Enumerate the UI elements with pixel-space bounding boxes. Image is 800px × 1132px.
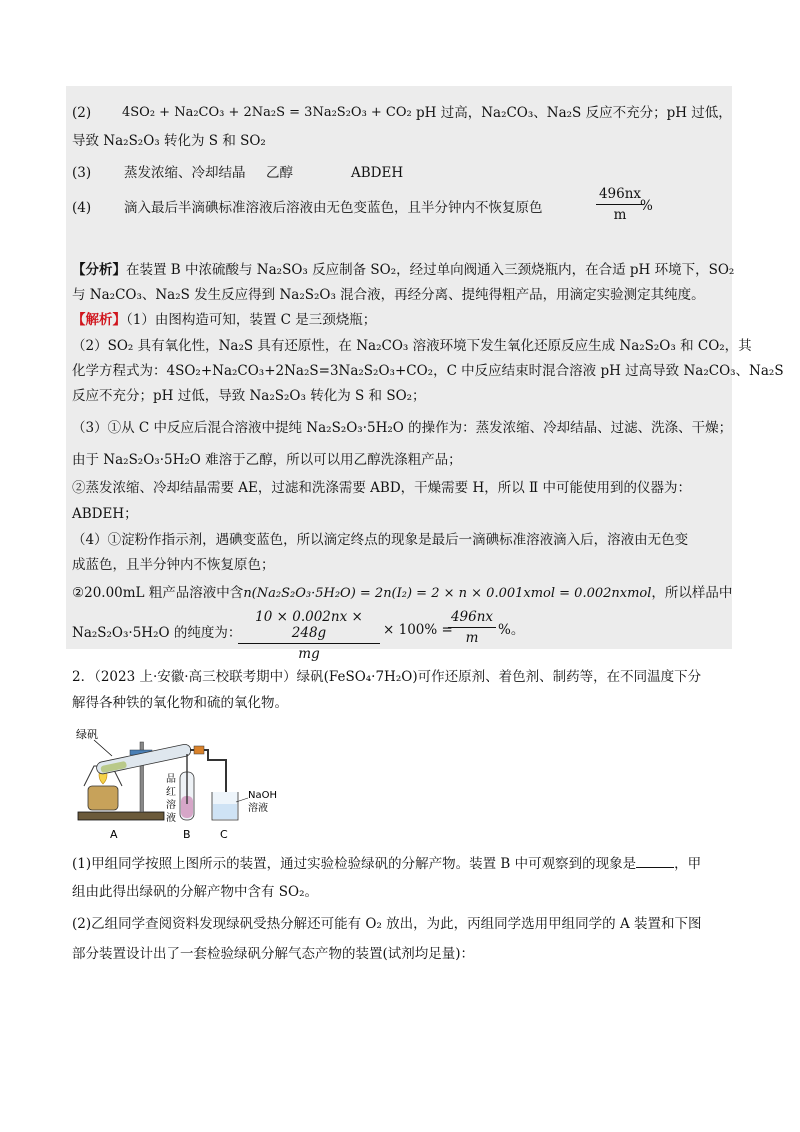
question-2-2-line-2: 部分装置设计出了一套检验绿矾分解气态产物的装置(试剂均足量)： (72, 946, 475, 962)
purity-fraction (238, 609, 380, 662)
solution-line-2a: （2）SO₂ 具有氧化性，Na₂S 具有还原性，在 Na₂CO₃ 溶液环境下发生氧化还原反应生成 Na₂S₂O₃ 和 CO₂，其 (72, 338, 752, 354)
answer-2-text-1: pH 过高，Na₂CO₃、Na₂S 反应不充分；pH 过低， (416, 105, 732, 121)
solution-4c-suffix: ，所以样品中 (651, 585, 733, 601)
solution-line-3b: 由于 Na₂S₂O₃·5H₂O 难溶于乙醇，所以可以用乙醇洗涤粗产品； (72, 452, 462, 468)
solution-4c-formula: n(Na₂S₂O₃·5H₂O) = 2n(I₂) = 2 × n × 0.001xmol = 0.002nxmol (243, 586, 652, 601)
answer-4-fraction-denominator: m (596, 204, 644, 223)
label-pinhong-1: 品 (166, 774, 176, 785)
stand-base (78, 812, 164, 820)
answer-4-text: 滴入最后半滴碘标准溶液后溶液由无色变蓝色，且半分钟内不恢复原色 (124, 200, 543, 216)
purity-result-fraction (448, 609, 496, 646)
purity-percent: %。 (498, 622, 525, 638)
answer-4-fraction (596, 186, 644, 223)
solution-line-1 (72, 310, 376, 330)
question-2-1-prefix: (1)甲组同学按照上图所示的装置，通过实验检验绿矾的分解产物。装置 B 中可观察到的现象是 (72, 856, 637, 872)
solution-line-3d: ABDEH； (72, 506, 138, 522)
beaker-c-liquid (213, 804, 237, 819)
answer-3-item-3: ABDEH (351, 165, 404, 181)
question-2-1-line-1 (72, 854, 701, 874)
solution-line-3a: （3）①从 C 中反应后混合溶液中提纯 Na₂S₂O₃·5H₂O 的操作为：蒸发浓缩、冷却结晶、过滤、洗涤、干燥； (72, 420, 733, 436)
purity-result-numerator: 496nx (450, 609, 494, 625)
purity-fraction-denominator: mg (238, 643, 380, 662)
apparatus-figure (70, 722, 300, 842)
question-2-2-line-1: (2)乙组同学查阅资料发现绿矾受热分解还可能有 O₂ 放出，为此，丙组同学选用甲组同学的 A 装置和下图 (72, 916, 702, 932)
solution-4c-prefix: ②20.00mL 粗产品溶液中含 (72, 585, 244, 601)
alcohol-lamp (88, 786, 118, 810)
solution-tag: 【解析】 (72, 312, 126, 328)
answer-4-label: (4) (72, 200, 92, 216)
label-c: C (220, 828, 228, 841)
solution-line-4b: 成蓝色，且半分钟内不恢复原色； (72, 557, 275, 573)
label-b: B (183, 828, 191, 841)
label-naoh-2: 溶液 (248, 803, 268, 814)
solution-line-2c: 反应不充分；pH 过低，导致 Na₂S₂O₃ 转化为 S 和 SO₂； (72, 388, 426, 404)
answer-4-fraction-numerator: 496nx (598, 186, 642, 202)
analysis-text-1: 在装置 B 中浓硫酸与 Na₂SO₃ 反应制备 SO₂，经过单向阀通入三颈烧瓶内，在合适 pH 环境下，SO₂ (126, 262, 735, 278)
label-naoh-1: NaOH (248, 790, 277, 801)
answer-2-text-2: 导致 Na₂S₂O₃ 转化为 S 和 SO₂ (72, 133, 266, 149)
answer-4-percent: % (640, 198, 653, 214)
analysis-line-1 (72, 260, 734, 280)
question-2-line-2: 解得各种铁的氧化物和硫的氧化物。 (72, 695, 288, 711)
label-lvfan: 绿矾 (76, 728, 98, 741)
purity-fraction-numerator: 10 × 0.002nx × 248g (255, 609, 363, 641)
answer-3-label: (3) (72, 165, 92, 181)
solution-line-4c (72, 583, 732, 604)
solution-line-3c: ②蒸发浓缩、冷却结晶需要 AE，过滤和洗涤需要 ABD，干燥需要 H，所以 Ⅱ 中可能使用到的仪器为： (72, 480, 692, 496)
answer-3-item-1: 蒸发浓缩、冷却结晶 (124, 165, 246, 181)
solution-4d-prefix: Na₂S₂O₃·5H₂O 的纯度为： (72, 625, 242, 641)
answer-2-label: (2) (72, 105, 92, 121)
answer-3-item-2: 乙醇 (266, 165, 293, 181)
answer-blank[interactable] (636, 855, 674, 868)
purity-result-denominator: m (448, 627, 496, 646)
purity-times-100: × 100% = (383, 622, 453, 638)
analysis-line-2: 与 Na₂CO₃、Na₂S 发生反应得到 Na₂S₂O₃ 混合液，再经分离、提纯得粗产品，用滴定实验测定其纯度。 (72, 287, 705, 303)
solution-line-4a: （4）①淀粉作指示剂，遇碘变蓝色，所以滴定终点的现象是最后一滴碘标准溶液滴入后，溶液由无色变 (72, 532, 689, 548)
solution-text-1: （1）由图构造可知，装置 C 是三颈烧瓶； (126, 312, 377, 328)
label-lvfan-leader (94, 740, 112, 756)
question-2-1-suffix: ，甲 (674, 856, 702, 872)
solution-line-2b: 化学方程式为：4SO₂+Na₂CO₃+2Na₂S=3Na₂S₂O₃+CO₂，C 中反应结束时混合溶液 pH 过高导致 Na₂CO₃、Na₂S (72, 363, 784, 379)
label-a: A (110, 828, 118, 841)
label-pinhong-4: 液 (166, 813, 176, 824)
label-pinhong-3: 溶 (166, 800, 176, 811)
connector-orange-1 (194, 746, 204, 754)
label-pinhong-2: 红 (166, 787, 176, 798)
answer-2-equation: 4SO₂ + Na₂CO₃ + 2Na₂S = 3Na₂S₂O₃ + CO₂ (122, 105, 412, 120)
question-2-1-line-2: 组由此得出绿矾的分解产物中含有 SO₂。 (72, 884, 319, 900)
analysis-tag: 【分析】 (72, 262, 126, 278)
question-2-line-1: 2．（2023 上·安徽·高三校联考期中）绿矾(FeSO₄·7H₂O)可作还原剂、着色剂、制药等，在不同温度下分 (72, 669, 702, 685)
